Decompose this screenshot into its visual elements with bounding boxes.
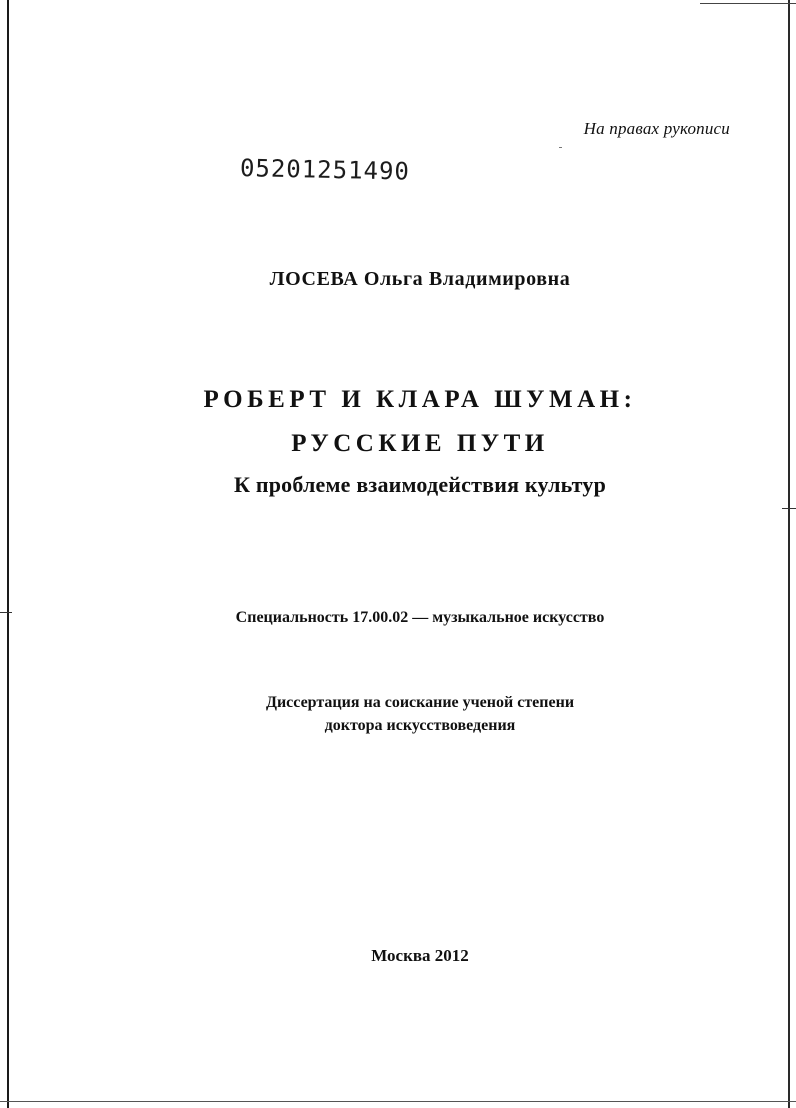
place-and-year: Москва 2012 xyxy=(371,946,469,965)
author-name: ЛОСЕВА Ольга Владимировна xyxy=(269,268,571,290)
title-line-1: РОБЕРТ И КЛАРА ШУМАН: xyxy=(203,386,637,413)
manuscript-rights-note: На правах рукописи xyxy=(583,119,730,138)
scan-mark-right xyxy=(782,508,796,509)
specialty-line: Специальность 17.00.02 — музыкальное искусство xyxy=(235,609,605,626)
scan-edge-right xyxy=(788,0,790,1108)
degree-line-1: Диссертация на соискание ученой степени xyxy=(265,694,575,711)
scan-edge-top xyxy=(700,3,796,4)
degree-line-2: доктора искусствоведения xyxy=(324,717,516,734)
library-stamp-number: 05201251490 xyxy=(239,154,411,186)
scan-edge-bottom xyxy=(0,1101,796,1102)
title-line-2: РУССКИЕ ПУТИ xyxy=(291,430,549,457)
scan-speck xyxy=(559,147,562,148)
subtitle: К проблеме взаимодействия культур xyxy=(233,472,607,497)
scan-edge-left xyxy=(7,0,9,1108)
